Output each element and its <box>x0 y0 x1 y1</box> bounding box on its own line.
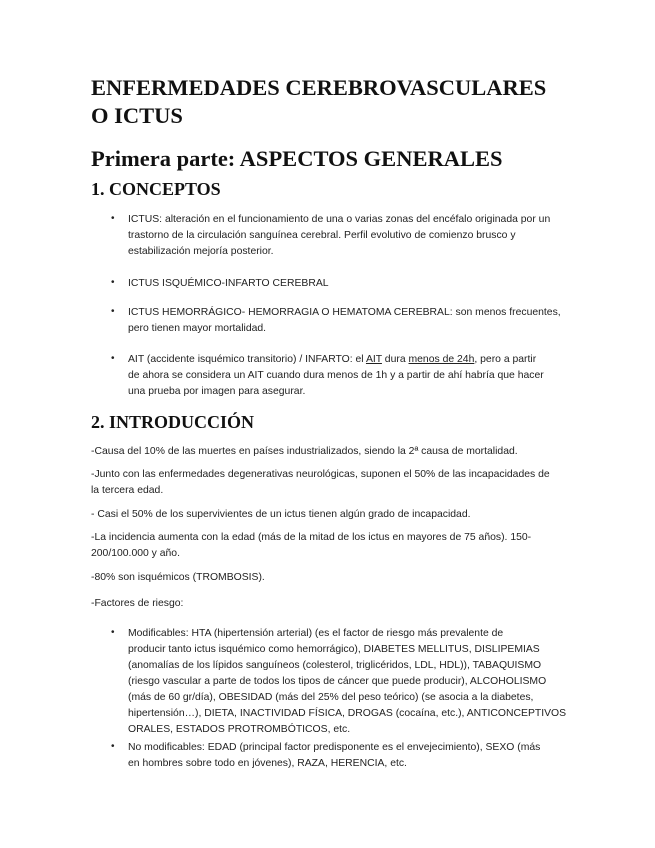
text-line: (riesgo vascular a parte de todos los tipos de cáncer que puede producir), ALCOHOLISMO <box>128 676 547 687</box>
intro-paragraph <box>91 596 571 612</box>
bullet-icon: • <box>111 277 115 288</box>
text-line: hipertensión…), DIETA, INACTIVIDAD FÍSICA, DROGAS (cocaína, etc.), ANTICONCEPTIVOS <box>128 708 567 719</box>
document-subtitle: Primera parte: ASPECTOS GENERALES <box>91 146 503 171</box>
bullet-icon: • <box>111 213 115 224</box>
text-line: la tercera edad. <box>91 485 164 496</box>
text-line: ICTUS HEMORRÁGICO- HEMORRAGIA O HEMATOMA CEREBRAL: son menos frecuentes, <box>128 307 561 318</box>
text-line: producir tanto ictus isquémico como hemorrágico), DIABETES MELLITUS, DISLIPEMIAS <box>128 644 540 655</box>
text-line: ICTUS: alteración en el funcionamiento de una o varias zonas del encéfalo originada por un <box>128 214 551 225</box>
risk-bullet-no-modificables <box>128 740 573 772</box>
underlined-duration: menos de 24h <box>408 354 475 365</box>
intro-paragraph <box>91 570 571 586</box>
intro-paragraph <box>91 444 571 460</box>
section-heading-conceptos: 1. CONCEPTOS <box>91 179 221 199</box>
text-line: estabilización mejoría posterior. <box>128 246 274 257</box>
text-line: -80% son isquémicos (TROMBOSIS). <box>91 572 265 583</box>
text-line: -La incidencia aumenta con la edad (más de la mitad de los ictus en mayores de 75 años). 150- <box>91 532 532 543</box>
bullet-icon: • <box>111 741 115 752</box>
text-line: (más de 60 gr/día), OBESIDAD (más del 25% del peso teórico) (se asocia a la diabetes, <box>128 692 534 703</box>
concept-bullet-ictus <box>128 212 573 260</box>
text-line: trastorno de la circulación sanguínea cerebral. Perfil evolutivo de comienzo brusco y <box>128 230 516 241</box>
text-segment: AIT (accidente isquémico transitorio) / INFARTO: el <box>128 354 366 365</box>
text-line: en hombres sobre todo en jóvenes), RAZA, HERENCIA, etc. <box>128 758 407 769</box>
risk-bullet-modificables <box>128 626 573 738</box>
underlined-ait: AIT <box>365 354 382 365</box>
text-line: ICTUS ISQUÉMICO-INFARTO CEREBRAL <box>128 278 329 289</box>
text-line: de ahora se considera un AIT cuando dura menos de 1h y a partir de ahí habría que hacer <box>128 370 544 381</box>
text-line: pero tienen mayor mortalidad. <box>128 323 267 334</box>
title-line-1: ENFERMEDADES CEREBROVASCULARES <box>91 75 547 100</box>
section-heading-introduccion: 2. INTRODUCCIÓN <box>91 412 255 432</box>
intro-paragraph <box>91 530 571 562</box>
title-line-2: O ICTUS <box>91 103 183 128</box>
text-line: No modificables: EDAD (principal factor predisponente es el envejecimiento), SEXO (más <box>128 742 541 753</box>
text-line: -Factores de riesgo: <box>91 598 184 609</box>
text-line: (anomalías de los lípidos sanguíneos (colesterol, triglicéridos, LDL, HDL)), TABAQUISMO <box>128 660 542 671</box>
bullet-icon: • <box>111 627 115 638</box>
text-line: -Junto con las enfermedades degenerativas neurológicas, suponen el 50% de las incapacidades de <box>91 469 550 480</box>
text-line: - Casi el 50% de los supervivientes de un ictus tienen algún grado de incapacidad. <box>91 509 471 520</box>
bullet-icon: • <box>111 353 115 364</box>
bullet-icon: • <box>111 306 115 317</box>
text-line: ORALES, ESTADOS PROTROMBÓTICOS, etc. <box>128 724 351 735</box>
text-line: 200/100.000 y año. <box>91 548 180 559</box>
document-title <box>91 74 561 130</box>
concept-bullet-hemorragico <box>128 305 573 337</box>
text-line: Modificables: HTA (hipertensión arterial) (es el factor de riesgo más prevalente de <box>128 628 504 639</box>
text-line: -Causa del 10% de las muertes en países industrializados, siendo la 2ª causa de mortalidad. <box>91 446 518 457</box>
concept-bullet-isquemico <box>128 276 573 292</box>
text-line: una prueba por imagen para asegurar. <box>128 386 306 397</box>
concept-bullet-ait <box>128 352 573 400</box>
intro-paragraph <box>91 507 571 523</box>
text-segment: dura <box>381 354 409 365</box>
text-segment: , pero a partir <box>474 354 537 365</box>
intro-paragraph <box>91 467 571 499</box>
